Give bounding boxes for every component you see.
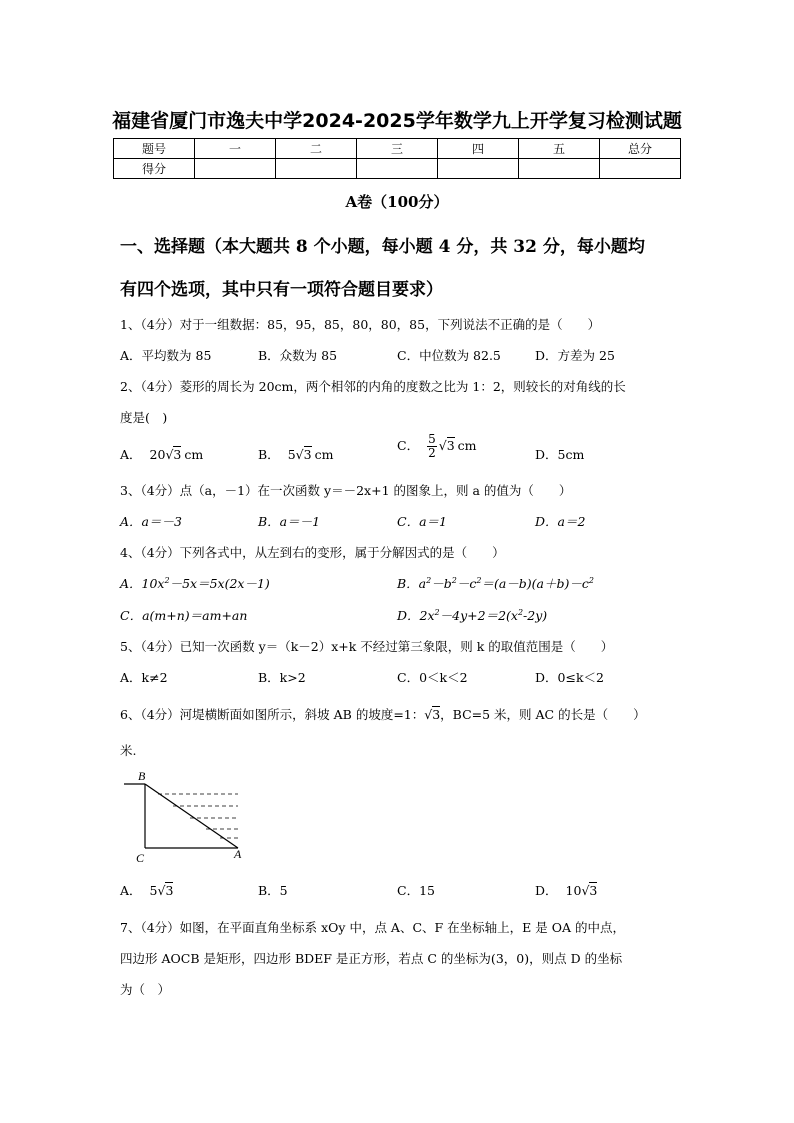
expr-part: A．10x [120, 576, 165, 591]
point-a-label: A [234, 847, 242, 861]
q6-option-c[interactable]: C．15 [397, 883, 435, 898]
q3-option-b[interactable]: B．a＝－1 [258, 514, 321, 529]
q5-option-d[interactable]: D．0≤k＜2 [535, 670, 604, 685]
score-cell[interactable] [195, 159, 276, 179]
score-table [113, 138, 681, 179]
q7-stem-line1: 7、（4分）如图，在平面直角坐标系 xOy 中，点 A、C、F 在坐标轴上，E 是 OA 的中点， [120, 920, 625, 935]
q2-option-c[interactable] [397, 433, 477, 460]
score-table-score-row [114, 159, 681, 179]
q3-option-c[interactable]: C．a＝1 [397, 514, 447, 529]
expr-part: －b [431, 576, 452, 591]
unit: cm [314, 447, 334, 462]
q2-option-b[interactable] [258, 445, 333, 463]
q5-option-c[interactable]: C．0＜k＜2 [397, 670, 468, 685]
expr-part: B．a [397, 576, 427, 591]
expr-part: D．2x [397, 608, 435, 623]
q2-option-a[interactable] [120, 445, 203, 463]
option-label: A． [120, 447, 142, 462]
exponent: 2 [426, 576, 432, 585]
part1-heading-line1: 一、选择题（本大题共 8 个小题，每小题 4 分，共 32 分，每小题均 [120, 237, 645, 257]
score-cell[interactable] [357, 159, 438, 179]
exponent: 2 [451, 576, 457, 585]
ab-slope-line [145, 784, 238, 848]
fraction-numerator: 5 [428, 432, 436, 446]
radicand: 3 [165, 883, 174, 898]
q4-option-a[interactable] [120, 574, 270, 592]
q5-stem: 5、（4分）已知一次函数 y＝（k－2）x+k 不经过第三象限，则 k 的取值范围是（ ） [120, 639, 614, 654]
unit: cm [457, 438, 477, 453]
score-header-cell: 总分 [600, 139, 681, 159]
point-c-label: C [136, 851, 145, 865]
score-header-cell: 二 [276, 139, 357, 159]
q6-option-d[interactable] [535, 881, 597, 899]
point-b-label: B [138, 769, 146, 783]
score-cell[interactable] [519, 159, 600, 179]
q5-option-b[interactable]: B．k>2 [258, 670, 306, 685]
exam-title: 福建省厦门市逸夫中学2024-2025学年数学九上开学复习检测试题 [112, 110, 682, 132]
radicand: 3 [303, 447, 312, 462]
coefficient: 10 [565, 883, 582, 898]
sqrt-icon: √ [424, 707, 433, 722]
exponent: 2 [517, 608, 524, 617]
expr-part: －4y+2＝2(x [439, 608, 518, 623]
q7-stem-line3: 为（ ） [120, 982, 171, 997]
exponent: 2 [434, 608, 440, 617]
exponent: 2 [588, 576, 594, 585]
q3-option-d[interactable]: D．a＝2 [535, 514, 586, 529]
score-header-cell: 三 [357, 139, 438, 159]
sqrt-icon: √ [438, 438, 447, 453]
q2-stem-line1: 2、（4分）菱形的周长为 20cm，两个相邻的内角的度数之比为 1：2，则较长的对角线的长 [120, 379, 626, 394]
q6-stem-line1 [120, 705, 685, 723]
score-header-cell: 一 [195, 139, 276, 159]
q4-option-d[interactable] [397, 606, 547, 624]
score-table-header-row [114, 139, 681, 159]
option-label: C． [397, 438, 420, 453]
option-label: D． [535, 883, 558, 898]
stem-part: ，BC=5 米，则 AC 的长是（ ） [440, 707, 646, 722]
q1-option-d[interactable]: D．方差为 25 [535, 348, 615, 363]
radicand: 3 [446, 438, 455, 453]
q2-stem-line2: 度是( ) [120, 410, 168, 425]
radicand: 3 [173, 447, 182, 462]
fraction [427, 433, 437, 460]
exponent: 2 [476, 576, 482, 585]
expr-part: -2y) [523, 608, 548, 623]
q6-option-a[interactable] [120, 881, 173, 899]
embankment-figure [118, 766, 258, 866]
q5-option-a[interactable]: A．k≠2 [120, 670, 168, 685]
q4-option-c[interactable]: C．a(m+n)＝am+an [120, 608, 248, 623]
expr-part: ＝(a－b)(a＋b)－c [481, 576, 589, 591]
expr-part: －5x＝5x(2x－1) [169, 576, 270, 591]
sqrt-icon: √ [295, 447, 304, 462]
coefficient: 5 [149, 883, 158, 898]
score-row-label: 得分 [114, 159, 195, 179]
radicand: 3 [589, 883, 598, 898]
q4-stem: 4、（4分）下列各式中，从左到右的变形，属于分解因式的是（ ） [120, 545, 505, 560]
q6-stem-line2: 米. [120, 743, 137, 758]
score-cell[interactable] [600, 159, 681, 179]
q1-option-a[interactable]: A．平均数为 85 [120, 348, 212, 363]
q1-option-c[interactable]: C．中位数为 82.5 [397, 348, 501, 363]
sqrt-icon: √ [165, 447, 174, 462]
q2-option-d[interactable]: D．5cm [535, 447, 585, 462]
score-cell[interactable] [276, 159, 357, 179]
score-header-cell: 题号 [114, 139, 195, 159]
q7-stem-line2: 四边形 AOCB 是矩形，四边形 BDEF 是正方形，若点 C 的坐标为(3，0)，则点 D 的坐标 [120, 951, 623, 966]
part1-heading-line2: 有四个选项，其中只有一项符合题目要求） [120, 280, 443, 300]
coefficient: 20 [149, 447, 166, 462]
score-header-cell: 四 [438, 139, 519, 159]
radicand: 3 [432, 707, 441, 722]
score-cell[interactable] [438, 159, 519, 179]
sqrt-icon: √ [157, 883, 166, 898]
sqrt-icon: √ [581, 883, 590, 898]
q4-option-b[interactable] [397, 574, 594, 592]
exponent: 2 [164, 576, 170, 585]
q3-stem: 3、（4分）点（a，－1）在一次函数 y＝－2x+1 的图象上，则 a 的值为（ ） [120, 483, 572, 498]
stem-part: 6、（4分）河堤横断面如图所示，斜坡 AB 的坡度=1： [120, 707, 425, 722]
section-a-heading: A卷（100分） [345, 193, 449, 211]
unit: cm [184, 447, 204, 462]
q1-stem: 1、（4分）对于一组数据：85，95，85，80，80，85，下列说法不正确的是（ ） [120, 317, 601, 332]
q3-option-a[interactable]: A．a＝－3 [120, 514, 182, 529]
q6-option-b[interactable]: B．5 [258, 883, 288, 898]
option-label: B． [258, 447, 280, 462]
coefficient: 5 [287, 447, 296, 462]
fraction-denominator: 2 [428, 446, 436, 460]
q1-option-b[interactable]: B．众数为 85 [258, 348, 338, 363]
expr-part: －c [456, 576, 477, 591]
option-label: A． [120, 883, 142, 898]
score-header-cell: 五 [519, 139, 600, 159]
